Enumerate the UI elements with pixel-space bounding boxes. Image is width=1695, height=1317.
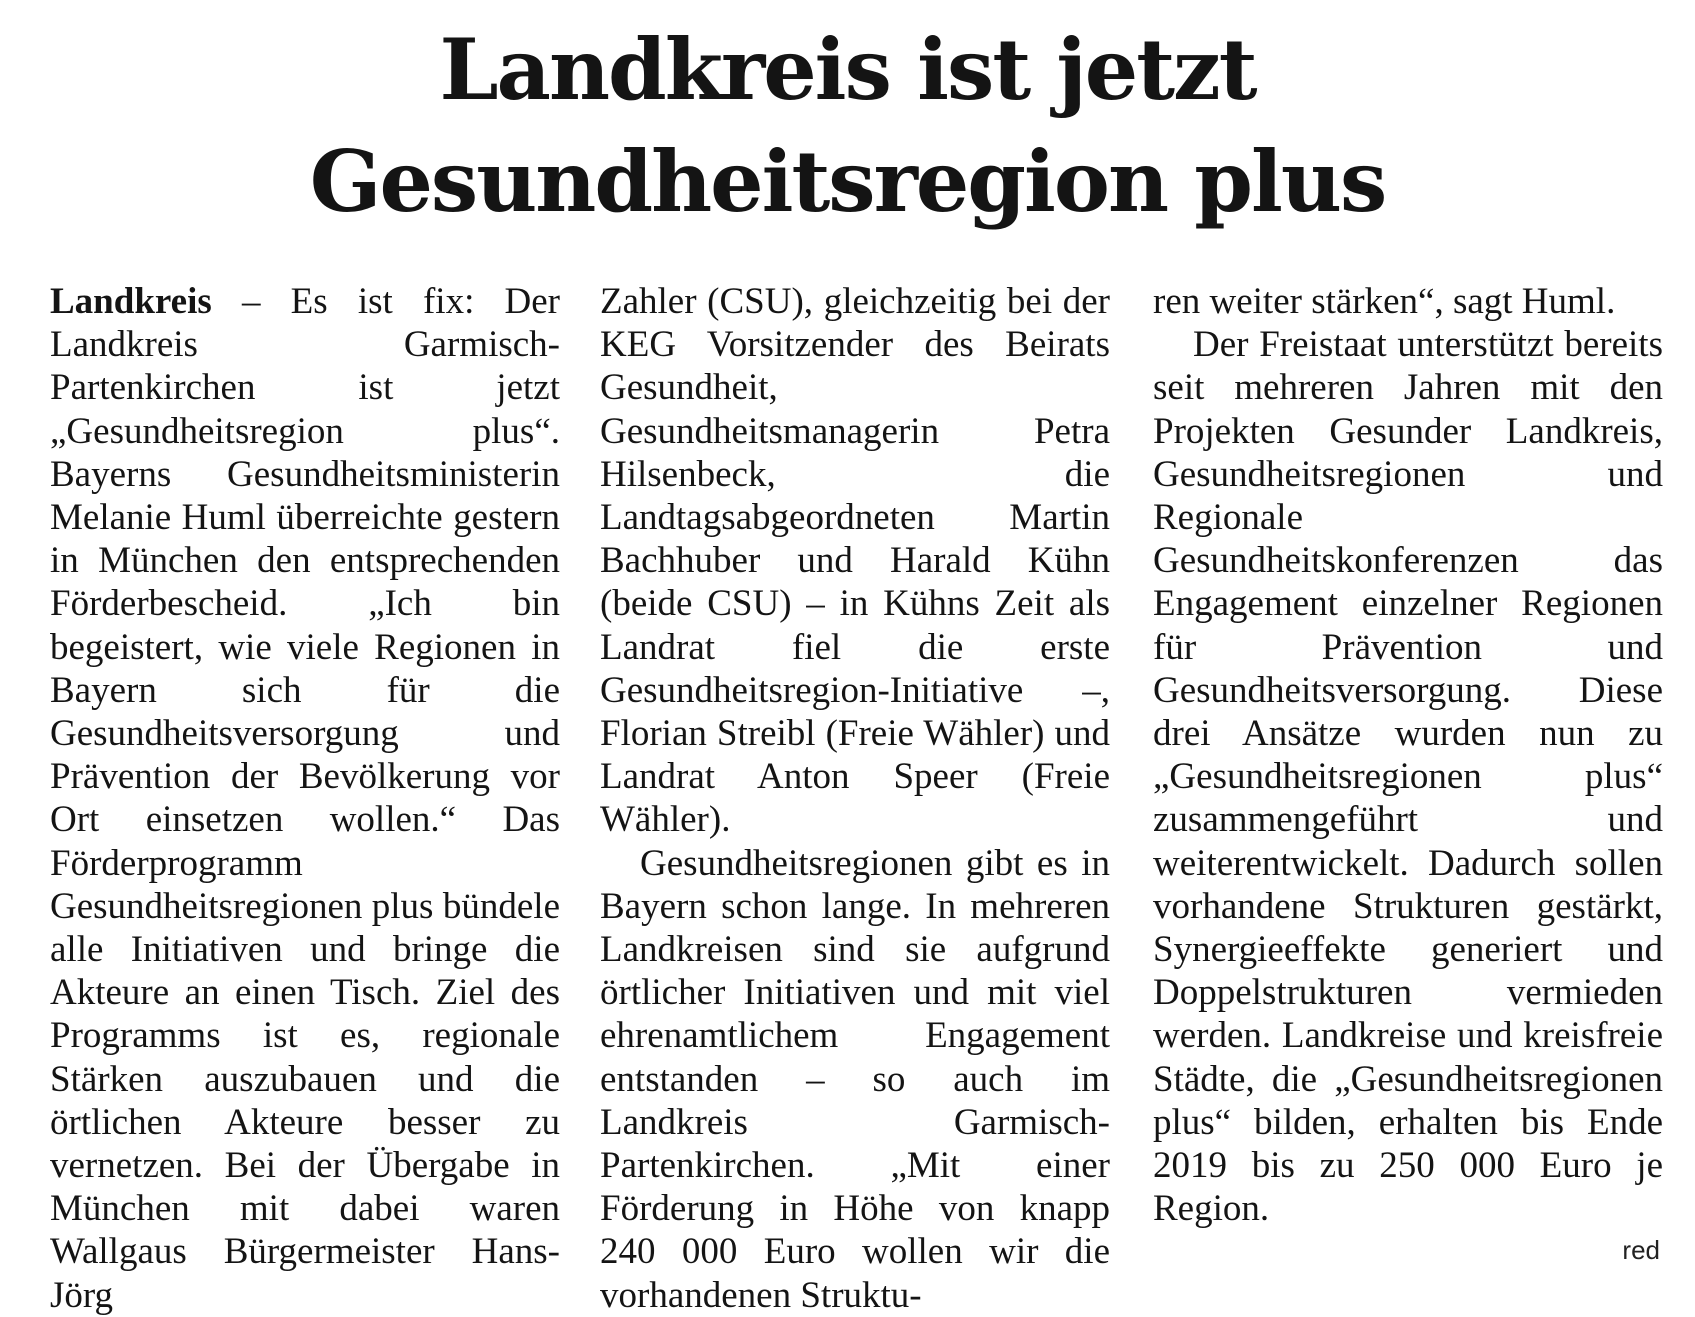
column-3-paragraph-1: ren weiter stärken“, sagt Huml. <box>1153 281 1616 322</box>
column-2-paragraph-1: Zahler (CSU), gleichzeitig bei der KEG Vorsitzender des Beirats Gesundheit, Gesundheitsmanagerin Petra Hilsenbeck, die Landtagsabgeordneten Martin Bachhuber und Harald Kühn (beide CSU) – in Kühns Zeit als Landrat fiel die erste Gesundheitsregion-Initiative –, Florian Streibl (Freie Wähler) und Landrat Anton Speer (Freie Wähler). <box>600 281 1110 841</box>
article-column-3 <box>1153 280 1663 1230</box>
article-column-1 <box>50 280 560 1317</box>
dateline: Landkreis <box>50 281 212 322</box>
headline <box>0 14 1695 238</box>
column-2-paragraph-2: Gesundheitsregionen gibt es in Bayern schon lange. In mehreren Landkreisen sind sie aufgrund örtlicher Initiativen und mit viel ehrenamtlichem Engagement entstanden – so auch im Landkreis Garmisch-Partenkirchen. „Mit einer Förderung in Höhe von knapp 240 000 Euro wollen wir die vorhandenen Struktu- <box>600 842 1110 1316</box>
author-credit: red <box>1622 1235 1660 1265</box>
column-1-paragraph <box>50 280 560 1317</box>
headline-line-1: Landkreis ist jetzt <box>439 20 1256 119</box>
article-column-2 <box>600 280 1110 1317</box>
headline-line-2: Gesundheitsregion plus <box>309 132 1386 231</box>
column-1-text: – Es ist fix: Der Landkreis Garmisch-Partenkirchen ist jetzt „Gesundheitsregion plus“. Bayerns Gesundheitsministerin Melanie Huml überreichte gestern in München den entsprechenden Förderbescheid. „Ich bin begeistert, wie viele Regionen in Bayern sich für die Gesundheitsversorgung und Prävention der Bevölkerung vor Ort einsetzen wollen.“ Das Förderprogramm Gesundheitsregionen plus bündele alle Initiativen und bringe die Akteure an einen Tisch. Ziel des Programms ist es, regionale Stärken auszubauen und die örtlichen Akteure besser zu vernetzen. Bei der Übergabe in München mit dabei waren Wallgaus Bürgermeister Hans-Jörg <box>50 281 560 1316</box>
column-3-paragraph-2: Der Freistaat unterstützt bereits seit mehreren Jahren mit den Projekten Gesunder Landkreis, Gesundheitsregionen und Regionale Gesundheitskonferenzen das Engagement einzelner Regionen für Prävention und Gesundheitsversorgung. Diese drei Ansätze wurden nun zu „Gesundheitsregionen plus“ zusammengeführt und weiterentwickelt. Dadurch sollen vorhandene Strukturen gestärkt, Synergieeffekte generiert und Doppelstrukturen vermieden werden. Landkreise und kreisfreie Städte, die „Gesundheitsregionen plus“ bilden, erhalten bis Ende 2019 bis zu 250 000 Euro je Region. <box>1153 324 1663 1230</box>
